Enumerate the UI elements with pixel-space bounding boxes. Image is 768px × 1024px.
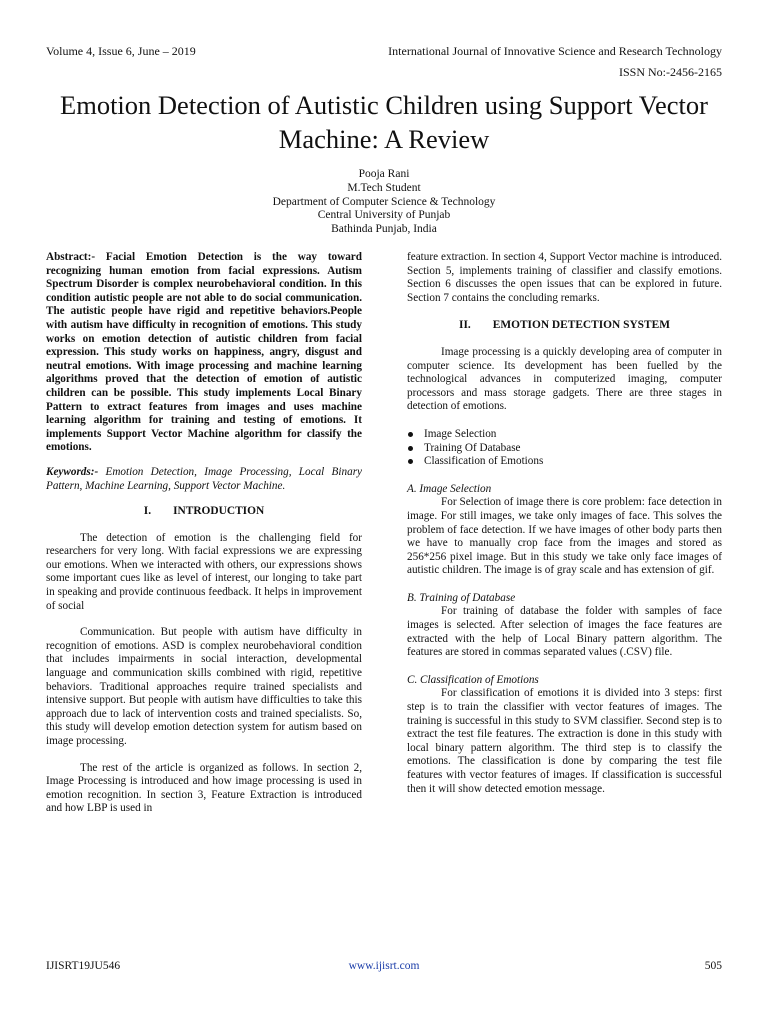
image-selection-paragraph: For Selection of image there is core problem: face detection in image. For still images, we take only images of face. This solves the problem of face detection. If we have images of other body parts then we have to manually crop face from the images and stored as 256*256 pixel image. But in this study we take only face images of autistic children. The image is of gray scale and has extension of gif. <box>407 496 722 577</box>
stages-list <box>407 428 722 469</box>
subsection-heading-classification: C. Classification of Emotions <box>407 673 539 686</box>
bullet-icon <box>408 446 413 451</box>
intro-paragraph-3-continued: feature extraction. In section 4, Support Vector machine is introduced. Section 5, implements training of classifier and classify emotions. Section 6 discusses the open issues that can be explored in future. Section 7 contains the concluding remarks. <box>407 251 722 304</box>
paper-title: Emotion Detection of Autistic Children using Support Vector Machine: A Review <box>60 90 708 154</box>
list-item: Training Of Database <box>407 442 722 456</box>
keywords-label: Keywords:- <box>46 465 99 478</box>
page-number: 505 <box>704 960 722 972</box>
list-item: Image Selection <box>407 428 722 442</box>
subsection-heading-training-database: B. Training of Database <box>407 591 516 604</box>
author-university: Central University of Punjab <box>317 209 451 222</box>
section-title: EMOTION DETECTION SYSTEM <box>492 319 670 332</box>
section-title: INTRODUCTION <box>173 505 265 518</box>
journal-name: International Journal of Innovative Science and Research Technology <box>388 44 722 58</box>
footer-paper-id: IJISRT19JU546 <box>46 960 121 972</box>
list-item: Classification of Emotions <box>407 455 722 469</box>
bullet-icon <box>408 432 413 437</box>
subsection-heading-image-selection: A. Image Selection <box>407 482 492 495</box>
author-block <box>0 168 768 237</box>
abstract: Abstract:- Facial Emotion Detection is the way toward recognizing human emotion from facial expressions. Autism Spectrum Disorder is complex neurobehavioral condition. In this condition autistic people are not able to do social communication. The autistic people have rigid and repetitive behaviors.People with autism have difficulty in recognition of emotions. This study works on emotion detection of autistic children from facial expression. This study works on happiness, angry, disgust and neutral emotions. With image processing and machine learning algorithms proved that the detection of emotion of autistic children can be possible. This study implements Local Binary Pattern to extract features from images and uses machine learning algorithm for training and testing of emotions. It implements Support Vector Machine algorithm for classify the emotions. <box>46 251 362 454</box>
bullet-icon <box>408 459 413 464</box>
left-column <box>46 251 362 816</box>
author-role: M.Tech Student <box>347 181 421 194</box>
keywords <box>46 466 362 493</box>
keywords-text: Emotion Detection, Image Processing, Local Binary Pattern, Machine Learning, Support Vector Machine. <box>46 465 363 492</box>
author-location: Bathinda Punjab, India <box>331 223 437 236</box>
footer-website-link[interactable]: www.ijisrt.com <box>348 960 420 972</box>
section-number: II. <box>459 319 471 332</box>
intro-paragraph-2: Communication. But people with autism have difficulty in recognition of emotions. ASD is complex neurobehavioral condition that includes impairments in social interaction, developmental language and communication skills combined with rigid, repetitive behaviors. Traditional approaches require trained specialists and intensive support. But people with autism have difficulties to take this approach due to lack of intervention costs and trained specialists. So, this study will develop emotion detection system for autism based on image processing. <box>46 626 362 747</box>
issn: ISSN No:-2456-2165 <box>618 65 722 79</box>
intro-paragraph-1: The detection of emotion is the challenging field for researchers for very long. With facial expressions we are expressing our emotions. When we interacted with others, our expressions shows some important cues like as level of interest, our longing to take part in speaking and provide continuous feedback. It helps in improvement of social <box>46 531 362 612</box>
classification-paragraph: For classification of emotions it is divided into 3 steps: first step is to train the classifier with vector features of images. The training is successful in this study to SVM classifier. Second step is to extract the test file features. The extraction is done in this study with local binary pattern algorithm. The third step is to classify the emotions. The classification is done by comparing the test file features with vector features of images. If classification is successful then it will show detected emotion message. <box>407 687 722 795</box>
volume-info: Volume 4, Issue 6, June – 2019 <box>46 44 196 58</box>
section-number: I. <box>143 505 152 518</box>
section-heading-emotion-detection <box>407 319 722 333</box>
author-name: Pooja Rani <box>358 168 410 180</box>
training-database-paragraph: For training of database the folder with samples of face images is selected. After selection of images the face features are extracted with the help of Local Binary pattern algorithm. The features are stored in commas separated values (.CSV) file. <box>407 605 722 659</box>
intro-paragraph-3: The rest of the article is organized as follows. In section 2, Image Processing is introduced and how image processing is used in emotion recognition. In section 3, Feature Extraction is introduced and how LBP is used in <box>46 761 362 815</box>
right-column <box>407 251 722 796</box>
section-heading-introduction <box>46 505 362 519</box>
section2-intro: Image processing is a quickly developing area of computer in computer science. Its development has been fuelled by the technological advances in computerized imaging, computer processors and mass storage gadgets. There are three stages in detection of emotions. <box>407 345 722 413</box>
author-department: Department of Computer Science & Technology <box>272 195 496 208</box>
